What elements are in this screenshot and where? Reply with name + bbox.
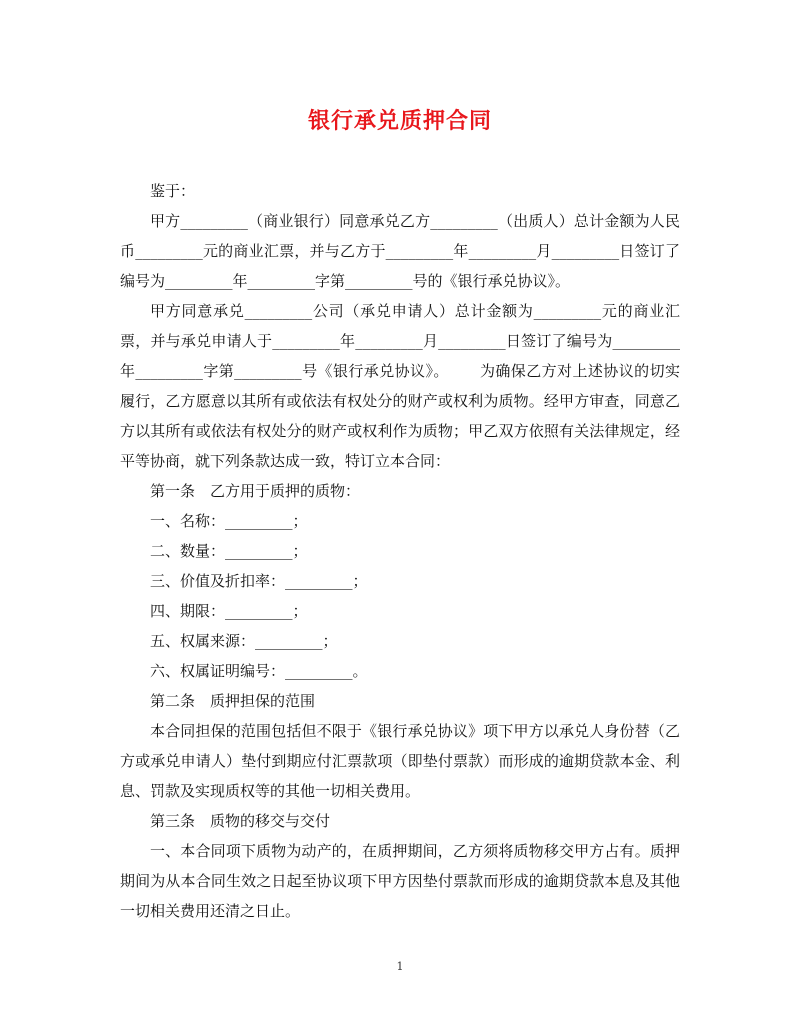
article-1-item-ownership: 五、权属来源：_________；	[150, 632, 338, 650]
article-1-heading: 第一条 乙方用于质押的质物：	[150, 482, 361, 500]
article-1-item-certificate: 六、权属证明编号：_________。	[150, 662, 368, 680]
paragraph-preamble: 鉴于：	[150, 182, 196, 200]
article-1-item-term: 四、期限：_________；	[150, 602, 308, 620]
article-3-heading: 第三条 质物的移交与交付	[150, 812, 331, 830]
article-2-body: 本合同担保的范围包括但不限于《银行承兑协议》项下甲方以承兑人身份替（乙方或承兑申请人）垫付到期应付汇票款项（即垫付票款）而形成的逾期贷款本金、利息、罚款及实现质权等的其他一切相关费用。	[120, 722, 680, 800]
paragraph-party-a-acceptance: 甲方_________（商业银行）同意承兑乙方_________（出质人）总计金额为人民币_________元的商业汇票，并与乙方于_________年_________月_________日签订了编号为_________年_________字第_________号的《银行承兑协议》。	[120, 212, 680, 290]
page-number: 1	[396, 960, 404, 973]
document-body	[120, 176, 680, 926]
article-1-item-quantity: 二、数量：_________；	[150, 542, 308, 560]
article-2-heading: 第二条 质押担保的范围	[150, 692, 316, 710]
article-1-item-name: 一、名称：_________；	[150, 512, 308, 530]
article-1-item-value: 三、价值及折扣率：_________；	[150, 572, 368, 590]
paragraph-applicant-acceptance: 甲方同意承兑_________公司（承兑申请人）总计金额为_________元的商业汇票，并与承兑申请人于_________年_________月_________日签订了编号为_________年_________字第_________号《银行承兑协议》。 为确保乙方对上述协议的切实履行，乙方愿意以其所有或依法有权处分的财产或权利为质物。经甲方审查，同意乙方以其所有或依法有权处分的财产或权利作为质物；甲乙双方依照有关法律规定，经平等协商，就下列条款达成一致，特订立本合同：	[120, 302, 680, 470]
article-3-body: 一、本合同项下质物为动产的，在质押期间，乙方须将质物移交甲方占有。质押期间为从本合同生效之日起至协议项下甲方因垫付票款而形成的逾期贷款本息及其他一切相关费用还清之日止。	[120, 842, 680, 920]
document-title: 银行承兑质押合同	[307, 108, 492, 134]
